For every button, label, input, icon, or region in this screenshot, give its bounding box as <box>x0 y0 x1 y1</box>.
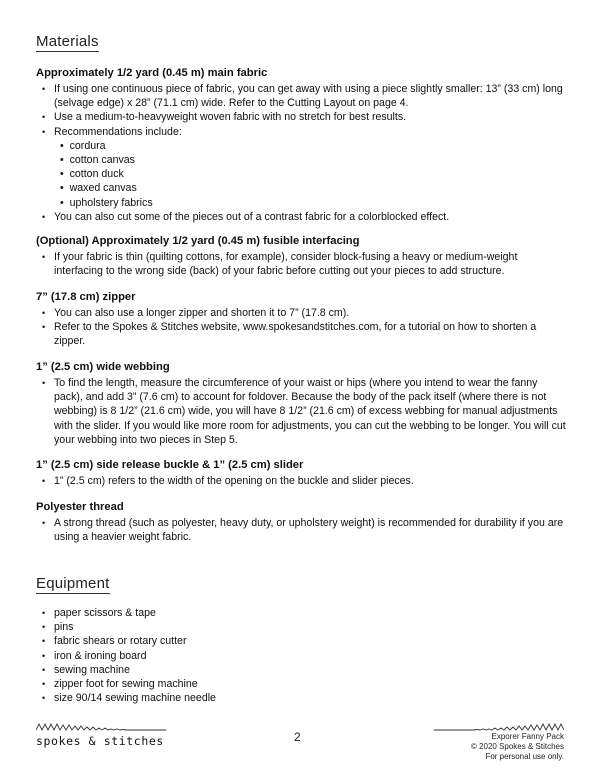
list-item <box>38 376 566 447</box>
heading-underline <box>36 593 110 594</box>
list-item <box>38 634 566 648</box>
list-item <box>38 306 566 320</box>
pattern-name: Exporer Fanny Pack <box>491 732 564 741</box>
material-zipper <box>36 290 566 349</box>
material-title: 1” (2.5 cm) side release buckle & 1” (2.5 cm) slider <box>36 459 304 471</box>
bullet-list <box>36 516 566 544</box>
list-item <box>38 606 566 620</box>
list-item-text: fabric shears or rotary cutter <box>54 635 187 648</box>
list-item-text: A strong thread (such as polyester, heavy duty, or upholstery weight) is recommended for durability if you are using a heavier weight fabric. <box>54 517 564 544</box>
footer-brand <box>36 722 176 748</box>
list-item <box>56 181 566 195</box>
bullet-icon: • <box>60 154 70 167</box>
list-item-text: paper scissors & tape <box>54 607 156 619</box>
material-title: (Optional) Approximately 1/2 yard (0.45 m) fusible interfacing <box>36 235 360 247</box>
list-item <box>38 677 566 691</box>
list-item <box>56 153 566 167</box>
material-title: 7” (17.8 cm) zipper <box>36 291 136 303</box>
bullet-list <box>36 82 566 139</box>
bullet-icon: • <box>42 252 46 262</box>
zigzag-decoration-icon <box>36 722 166 732</box>
bullet-icon: • <box>42 664 46 675</box>
list-item <box>38 516 566 544</box>
materials-heading-text: Materials <box>36 33 99 50</box>
material-title: Polyester thread <box>36 501 124 513</box>
bullet-list <box>36 474 566 488</box>
bullet-icon: • <box>42 679 46 690</box>
list-item <box>38 125 566 139</box>
list-item-text: size 90/14 sewing machine needle <box>54 692 216 705</box>
bullet-list <box>36 210 566 224</box>
bullet-icon: • <box>42 693 46 704</box>
bullet-icon: • <box>42 476 46 486</box>
list-item-text: You can also use a longer zipper and shorten it to 7” (17.8 cm). <box>54 307 350 319</box>
list-item-text: If using one continuous piece of fabric, you can get away with using a piece slightly smaller: 13” (33 cm) long (selvage edge) x 28” (71.1 cm) wide. Refer to the Cutting Layout on page 4. <box>54 83 563 110</box>
bullet-icon: • <box>60 139 70 152</box>
bullet-icon: • <box>60 196 70 209</box>
bullet-list <box>36 306 566 349</box>
material-webbing <box>36 360 566 447</box>
list-item-text: upholstery fabrics <box>69 196 153 209</box>
list-item-text: iron & ironing board <box>54 649 147 662</box>
bullet-icon: • <box>42 308 46 318</box>
list-item <box>56 196 566 210</box>
list-item <box>38 320 566 348</box>
list-item-text: If your fabric is thin (quilting cottons, for example), consider block-fusing a heavy or medium-weight interfacing to the wrong side (back) of your fabric before cutting out your pieces to add structure. <box>54 251 518 278</box>
equipment-list-block <box>36 606 566 705</box>
bullet-icon: • <box>42 518 46 528</box>
list-item <box>38 82 566 110</box>
brand-logo-text: spokes & stitches <box>36 734 164 748</box>
list-item-text: Refer to the Spokes & Stitches website, www.spokesandstitches.com, for a tutorial on how to shorten a zipper. <box>54 321 537 348</box>
usage-text: For personal use only. <box>485 752 564 761</box>
list-item-text: pins <box>54 621 74 634</box>
material-main-fabric <box>36 66 566 224</box>
material-title: 1” (2.5 cm) wide webbing <box>36 361 170 373</box>
equipment-heading-text: Equipment <box>36 575 110 592</box>
bullet-icon: • <box>60 182 70 195</box>
list-item <box>56 139 566 153</box>
list-item-text: sewing machine <box>54 663 130 676</box>
list-item <box>38 110 566 124</box>
list-item-text: waxed canvas <box>69 182 137 195</box>
list-item-text: zipper foot for sewing machine <box>54 678 198 691</box>
zigzag-decoration-icon <box>434 722 564 732</box>
list-item-text: Use a medium-to-heavyweight woven fabric with no stretch for best results. <box>54 111 407 124</box>
bullet-list <box>36 250 566 278</box>
material-buckle-slider <box>36 458 566 488</box>
material-title: Approximately 1/2 yard (0.45 m) main fabric <box>36 67 268 79</box>
list-item <box>38 474 566 488</box>
material-interfacing <box>36 234 566 278</box>
bullet-icon: • <box>42 650 46 661</box>
materials-heading <box>36 33 99 50</box>
list-item <box>38 663 566 677</box>
bullet-icon: • <box>42 112 46 123</box>
list-item <box>38 691 566 705</box>
list-item <box>56 167 566 181</box>
list-item-text: To find the length, measure the circumference of your waist or hips (where you intend to wear the fanny pack), and add 3” (7.6 cm) to account for foldover. Because the body of the pack itself (where there is not webbing) is 8 1/2” (21.6 cm) wide, you will have 8 1/2” (21.6 cm) of excess webbing for manual adjustments with the slider. If you would like more room for adjustments, you can cut the webbing to be longer. You will cut your webbing into two pieces in Step 5. <box>54 377 566 446</box>
list-item-text: cotton duck <box>69 168 124 181</box>
list-item-text: cotton canvas <box>69 154 135 167</box>
material-thread <box>36 500 566 544</box>
equipment-heading <box>36 575 110 592</box>
bullet-icon: • <box>42 622 46 633</box>
list-item <box>38 620 566 634</box>
list-item-text: 1” (2.5 cm) refers to the width of the opening on the buckle and slider pieces. <box>54 475 414 487</box>
equipment-list <box>36 606 566 705</box>
bullet-icon: • <box>60 168 70 181</box>
bullet-icon: • <box>42 378 46 388</box>
list-item-text: Recommendations include: <box>54 125 182 138</box>
heading-underline <box>36 51 99 52</box>
list-item <box>38 210 566 224</box>
page-number: 2 <box>294 730 301 744</box>
bullet-list <box>36 376 566 447</box>
recommendation-list <box>36 139 566 210</box>
bullet-icon: • <box>42 126 46 137</box>
footer-info <box>404 722 564 762</box>
list-item <box>38 649 566 663</box>
copyright-text: © 2020 Spokes & Stitches <box>470 742 564 751</box>
list-item <box>38 250 566 278</box>
bullet-icon: • <box>42 636 46 647</box>
list-item-text: cordura <box>69 139 106 152</box>
bullet-icon: • <box>42 322 46 333</box>
bullet-icon: • <box>42 608 46 618</box>
bullet-icon: • <box>42 84 46 94</box>
bullet-icon: • <box>42 211 46 222</box>
list-item-text: You can also cut some of the pieces out of a contrast fabric for a colorblocked effect. <box>54 210 450 223</box>
